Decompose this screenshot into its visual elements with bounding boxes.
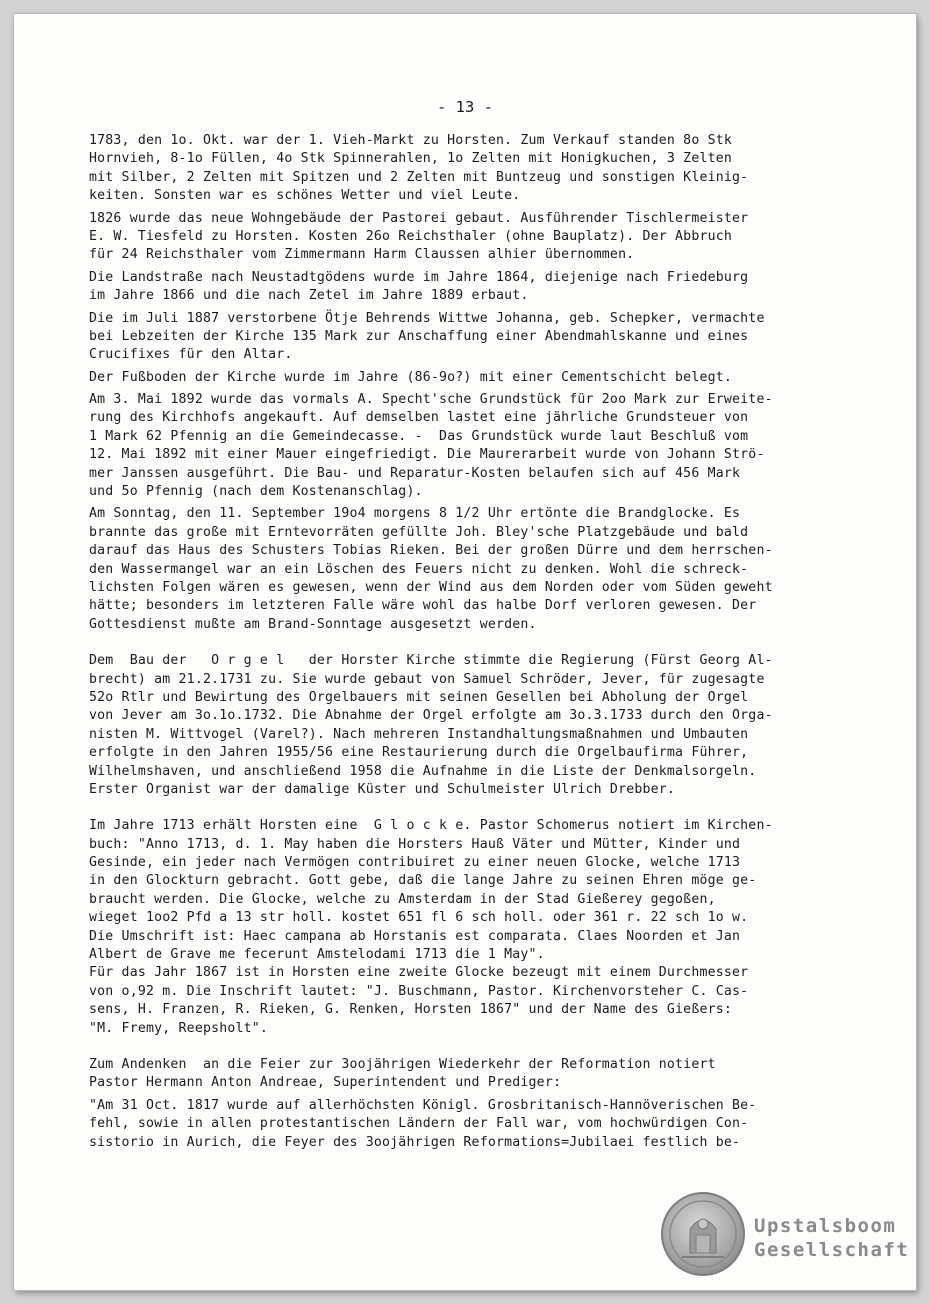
document-page — [14, 14, 916, 1290]
text-line: und 5o Pfennig (nach dem Kostenanschlag). — [89, 484, 423, 500]
text-line: braucht werden. Die Glocke, welche zu Amsterdam in der Stad Gießerey gegoßen, — [89, 891, 716, 907]
text-line: Im Jahre 1713 erhält Horsten eine G l o c k e. Pastor Schomerus notiert im Kirchen- — [89, 818, 773, 834]
text-line: lichsten Folgen wären es gewesen, wenn der Wind aus dem Norden oder vom Süden geweht — [89, 579, 773, 595]
paragraph — [89, 817, 879, 1038]
paragraph — [89, 310, 879, 365]
paragraph-spacer — [89, 1038, 879, 1056]
paragraph-spacer — [89, 634, 879, 652]
text-line: für 24 Reichsthaler vom Zimmermann Harm Claussen alhier übernommen. — [89, 247, 635, 263]
text-line: Wilhelmshaven, und anschließend 1958 die Aufnahme in die Liste der Denkmalsorgeln. — [89, 763, 757, 779]
text-line: mit Silber, 2 Zelten mit Spitzen und 2 Zelten mit Buntzeug und sonstigen Kleinig- — [89, 169, 749, 185]
text-line: 52o Rtlr und Bewirtung des Orgelbauers mit seinen Gesellen bei Abholung der Orgel — [89, 689, 749, 705]
text-line: den Wassermangel war an ein Löschen des Feuers nicht zu denken. Wohl die schreck- — [89, 561, 749, 577]
paragraph-spacer — [89, 799, 879, 817]
text-line: buch: "Anno 1713, d. 1. May haben die Horsters Hauß Väter und Mütter, Kinder und — [89, 836, 741, 852]
text-line: darauf das Haus des Schusters Tobias Rieken. Bei der großen Dürre und dem herrschen- — [89, 543, 773, 559]
paragraph — [89, 369, 879, 387]
document-body — [89, 132, 879, 1152]
text-line: 1 Mark 62 Pfennig an die Gemeindecasse. - Das Grundstück wurde laut Beschluß vom — [89, 428, 749, 444]
text-line: Albert de Grave me fecerunt Amstelodami 1713 die 1 May". — [89, 947, 545, 963]
text-line: Zum Andenken an die Feier zur 3oojährigen Wiederkehr der Reformation notiert — [89, 1056, 716, 1072]
text-line: nisten M. Wittvogel (Varel?). Nach mehreren Instandhaltungsmaßnahmen und Umbauten — [89, 726, 749, 742]
text-line: von Jever am 3o.1o.1732. Die Abnahme der Orgel erfolgte am 3o.3.1733 durch den Orga- — [89, 708, 773, 724]
text-line: keiten. Sonsten war es schönes Wetter und viel Leute. — [89, 188, 521, 204]
text-line: E. W. Tiesfeld zu Horsten. Kosten 26o Reichsthaler (ohne Bauplatz). Der Abbruch — [89, 228, 733, 244]
text-line: Gesinde, ein jeder nach Vermögen contribuiret zu einer neuen Glocke, welche 1713 — [89, 855, 741, 871]
paragraph — [89, 210, 879, 265]
watermark-text — [754, 1214, 909, 1262]
text-line: sistorio in Aurich, die Feyer des 3oojährigen Reformations=Jubilaei festlich be- — [89, 1134, 741, 1150]
text-line: brecht) am 21.2.1731 zu. Sie wurde gebaut von Samuel Schröder, Jever, für zugesagte — [89, 671, 765, 687]
text-line: 12. Mai 1892 mit einer Mauer eingefriedigt. Die Maurerarbeit wurde von Johann Strö- — [89, 447, 765, 463]
text-line: rung des Kirchhofs angekauft. Auf demselben lastet eine jährliche Grundsteuer von — [89, 410, 749, 426]
text-line: Dem Bau der O r g e l der Horster Kirche stimmte die Regierung (Fürst Georg Al- — [89, 653, 773, 669]
text-line: Am Sonntag, den 11. September 19o4 morgens 8 1/2 Uhr ertönte die Brandglocke. Es — [89, 506, 741, 522]
text-line: 1826 wurde das neue Wohngebäude der Pastorei gebaut. Ausführender Tischlermeister — [89, 210, 749, 226]
text-line: "Am 31 Oct. 1817 wurde auf allerhöchsten Königl. Grosbritanisch-Hannöverischen Be- — [89, 1097, 757, 1113]
seal-icon — [660, 1191, 746, 1277]
text-line: Am 3. Mai 1892 wurde das vormals A. Specht'sche Grundstück für 2oo Mark zur Erweite- — [89, 392, 773, 408]
text-line: wieget 1oo2 Pfd a 13 str holl. kostet 651 fl 6 sch holl. oder 361 r. 22 sch 1o w. — [89, 910, 749, 926]
paragraph — [89, 1097, 879, 1152]
paragraph — [89, 652, 879, 799]
watermark-line-2: Gesellschaft — [754, 1239, 910, 1261]
text-line: fehl, sowie in allen protestantischen Ländern der Fall war, vom hochwürdigen Con- — [89, 1116, 749, 1132]
text-line: bei Lebzeiten der Kirche 135 Mark zur Anschaffung einer Abendmahlskanne und eines — [89, 328, 749, 344]
text-line: im Jahre 1866 und die nach Zetel im Jahre 1889 erbaut. — [89, 288, 529, 304]
text-line: Gottesdienst mußte am Brand-Sonntage ausgesetzt werden. — [89, 616, 537, 632]
text-line: in den Glockturn gebracht. Gott gebe, daß die lange Jahre zu seinen Ehren möge ge- — [89, 873, 757, 889]
text-line: Die Umschrift ist: Haec campana ab Horstanis est comparata. Claes Noorden et Jan — [89, 928, 741, 944]
text-line: Der Fußboden der Kirche wurde im Jahre (86-9o?) mit einer Cementschicht belegt. — [89, 369, 733, 385]
text-line: 1783, den 1o. Okt. war der 1. Vieh-Markt zu Horsten. Zum Verkauf standen 8o Stk — [89, 133, 733, 148]
text-line: Pastor Hermann Anton Andreae, Superintendent und Prediger: — [89, 1075, 562, 1091]
text-line: Crucifixes für den Altar. — [89, 347, 293, 363]
text-line: von o,92 m. Die Inschrift lautet: "J. Buschmann, Pastor. Kirchenvorsteher C. Cas- — [89, 983, 749, 999]
page-number: - 13 - — [437, 98, 493, 116]
text-line: hätte; besonders im letzteren Falle wäre wohl das halbe Dorf verloren gewesen. Der — [89, 598, 757, 614]
text-line: Die Landstraße nach Neustadtgödens wurde im Jahre 1864, diejenige nach Friedeburg — [89, 269, 749, 285]
text-line: sens, H. Franzen, R. Rieken, G. Renken, Horsten 1867" und der Name des Gießers: — [89, 1002, 733, 1018]
paragraph — [89, 505, 879, 634]
text-line: Die im Juli 1887 verstorbene Ötje Behrends Wittwe Johanna, geb. Schepker, vermachte — [89, 310, 765, 326]
paragraph — [89, 269, 879, 306]
text-line: brannte das große mit Erntevorräten gefüllte Joh. Bley'sche Platzgebäude und bald — [89, 524, 749, 540]
watermark-line-1: Upstalsboom — [754, 1215, 897, 1237]
text-line: mer Janssen ausgeführt. Die Bau- und Reparatur-Kosten belaufen sich auf 456 Mark — [89, 465, 741, 481]
paragraph — [89, 391, 879, 501]
text-line: Hornvieh, 8-1o Füllen, 4o Stk Spinnerahlen, 1o Zelten mit Honigkuchen, 3 Zelten — [89, 151, 733, 167]
text-line: erfolgte in den Jahren 1955/56 eine Restaurierung durch die Orgelbaufirma Führer, — [89, 745, 749, 761]
paragraph — [89, 1056, 879, 1093]
text-line: "M. Fremy, Reepsholt". — [89, 1020, 269, 1036]
text-line: Für das Jahr 1867 ist in Horsten eine zweite Glocke bezeugt mit einem Durchmesser — [89, 965, 749, 981]
text-line: Erster Organist war der damalige Küster und Schulmeister Ulrich Drebber. — [89, 781, 676, 797]
paragraph — [89, 132, 879, 206]
